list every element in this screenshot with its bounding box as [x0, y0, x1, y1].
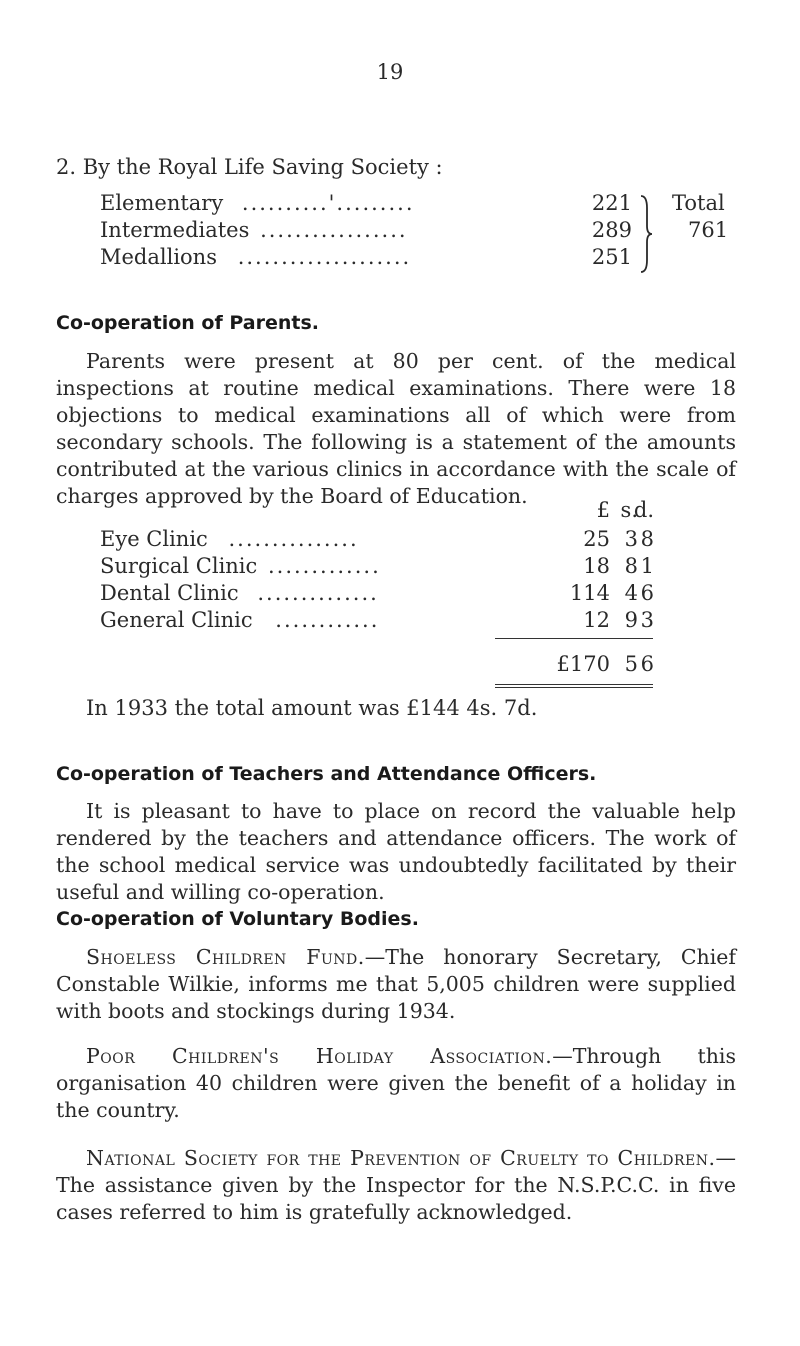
item-title: Poor Children's Holiday Association.: [86, 1044, 553, 1068]
clinic-general-pounds: 12: [583, 608, 610, 632]
royal-row-elementary: [100, 191, 415, 215]
row-label: Dental Clinic: [100, 581, 239, 605]
clinic-dental-pounds: 114: [569, 581, 610, 605]
voluntary-item-holiday: [56, 1043, 736, 1124]
double-rule-bottom: [495, 687, 653, 688]
clinic-total-shillings: 5: [624, 652, 638, 676]
royal-row-medallions: [100, 245, 411, 269]
leader-dots: ............: [275, 608, 380, 632]
royal-heading: 2. By the Royal Life Saving Society :: [56, 155, 443, 179]
item-text: —Through this organisation 40 children were given the benefit of a holiday in the country.: [56, 1044, 736, 1122]
leader-dots: ...............: [228, 527, 359, 551]
clinic-row-dental: [100, 581, 379, 605]
clinic-surgical-pence: 1: [640, 554, 654, 578]
clinic-dental-pence: 6: [640, 581, 654, 605]
clinic-surgical-pounds: 18: [583, 554, 610, 578]
leader-dots: .................: [260, 218, 408, 242]
col-header-pence: d.: [633, 498, 654, 522]
item-text: —The assistance given by the Inspector for the N.S.P.C.C. in five cases referred to him is gratefully acknowledged.: [56, 1146, 736, 1224]
item-text: —The honorary Secretary, Chief Constable Wilkie, informs me that 5,005 children were supplied with boots and stockings during 1934.: [56, 945, 737, 1023]
leader-dots: ..............: [257, 581, 379, 605]
row-label: General Clinic: [100, 608, 253, 632]
teachers-paragraph: It is pleasant to have to place on record the valuable help rendered by the teachers and attendance officers. The work of the school medical service was undoubtedly facilitated by their useful and willing co-operation.: [56, 799, 736, 904]
royal-row-intermediates: [100, 218, 408, 242]
royal-value-elementary: 221: [591, 191, 632, 215]
row-label: Surgical Clinic: [100, 554, 258, 578]
clinic-general-shillings: 9: [624, 608, 638, 632]
page-number: 19: [376, 60, 404, 84]
clinic-total-pence: 6: [640, 652, 654, 676]
row-label: Medallions: [100, 245, 217, 269]
col-header-pounds: £: [596, 498, 610, 522]
leader-dots: .............: [267, 554, 381, 578]
clinic-eye-shillings: 3: [624, 527, 638, 551]
clinic-row-surgical: [100, 554, 381, 578]
voluntary-item-shoeless: [56, 944, 736, 1025]
royal-total-label: Total: [672, 191, 725, 215]
royal-value-intermediates: 289: [591, 218, 632, 242]
row-label: Intermediates: [100, 218, 250, 242]
clinic-row-eye: [100, 527, 359, 551]
clinic-surgical-shillings: 8: [624, 554, 638, 578]
parents-heading: Co-operation of Parents.: [56, 312, 319, 334]
row-label: Elementary: [100, 191, 224, 215]
royal-total-value: 761: [688, 218, 729, 242]
clinic-row-general: [100, 608, 379, 632]
clinic-eye-pounds: 25: [583, 527, 610, 551]
royal-value-medallions: 251: [591, 245, 632, 269]
clinic-eye-pence: 8: [640, 527, 654, 551]
clinic-note-1933: In 1933 the total amount was £144 4s. 7d.: [86, 696, 538, 720]
sum-rule: [495, 638, 653, 639]
item-title: Shoeless Children Fund.: [86, 945, 365, 969]
voluntary-heading: Co-operation of Voluntary Bodies.: [56, 908, 419, 930]
teachers-heading: Co-operation of Teachers and Attendance Officers.: [56, 763, 597, 785]
clinic-total-pounds: £170: [556, 652, 610, 676]
leader-dots: ..........'.........: [241, 191, 415, 215]
clinic-dental-shillings: 4: [624, 581, 638, 605]
col-header-shillings: s.: [620, 498, 638, 522]
brace: [638, 194, 654, 274]
row-label: Eye Clinic: [100, 527, 208, 551]
parents-paragraph: Parents were present at 80 per cent. of the medical inspections at routine medical examinations. There were 18 objections to medical examinations all of which were from secondary schools. The following is a statement of the amounts contributed at the various clinics in accordance with the scale of charges approved by the Board of Education.: [56, 349, 736, 508]
leader-dots: ....................: [237, 245, 412, 269]
double-rule-top: [495, 684, 653, 685]
clinic-general-pence: 3: [640, 608, 654, 632]
voluntary-item-nspcc: [56, 1145, 736, 1226]
item-title: National Society for the Prevention of Cruelty to Children.: [86, 1146, 716, 1170]
